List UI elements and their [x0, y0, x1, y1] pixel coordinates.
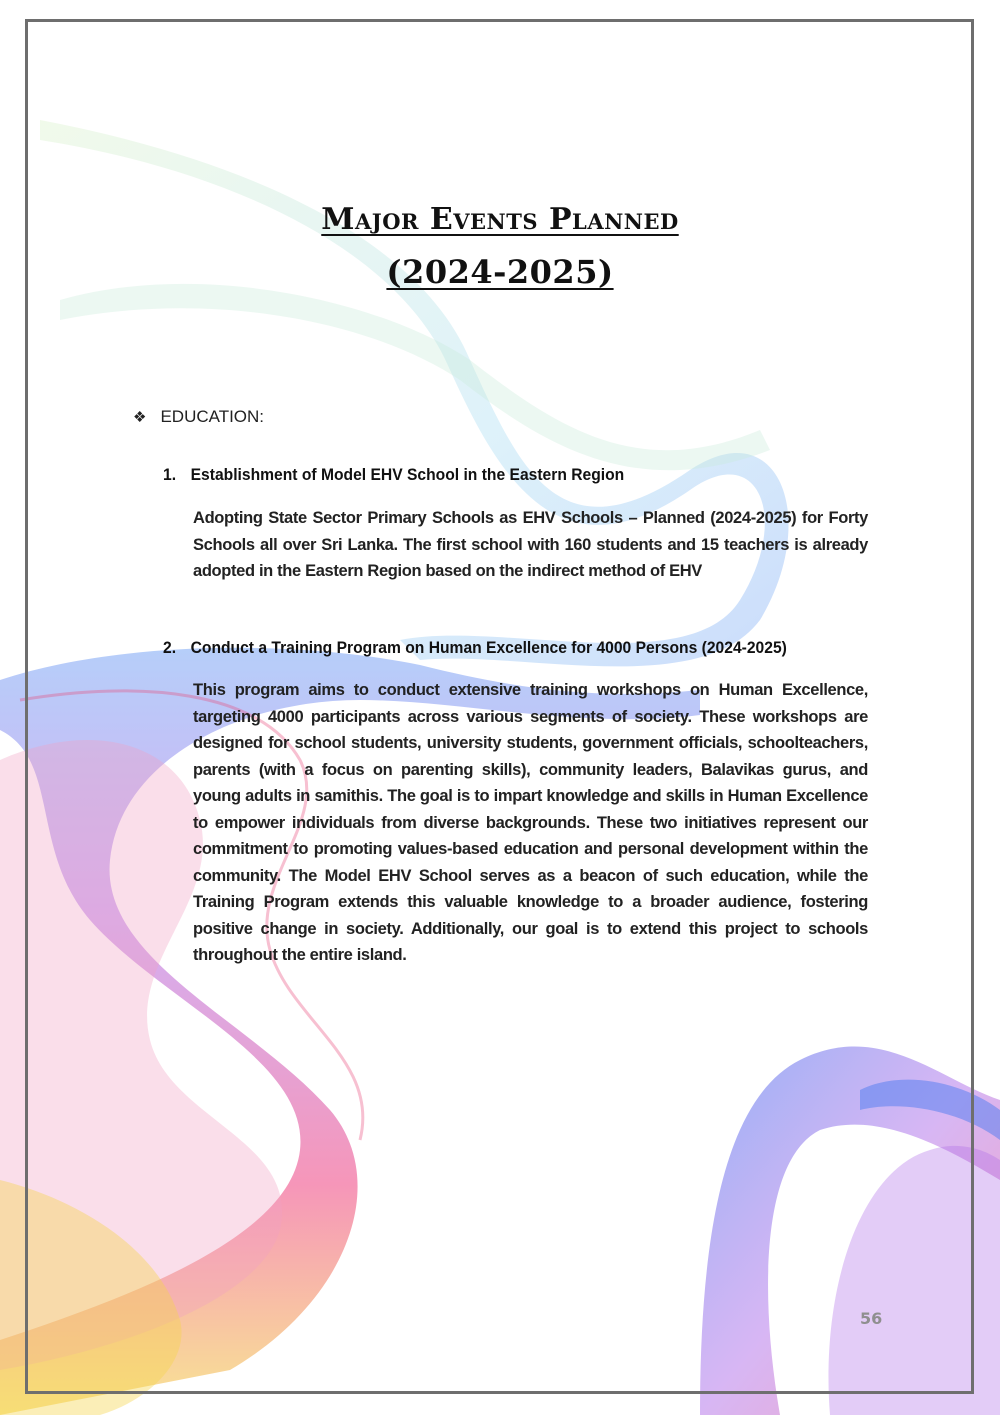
- item-2-heading: [163, 638, 825, 658]
- section-label: EDUCATION:: [160, 407, 265, 426]
- item-1-body: Adopting State Sector Primary Schools as EHV Schools – Planned (2024-2025) for Forty Schools all over Sri Lanka. The first school with 160 students and 15 teachers is already adopted in the Eastern Region based on the indirect method of EHV: [193, 509, 868, 580]
- page-number: 56: [860, 1309, 883, 1328]
- section-education: [133, 407, 264, 427]
- item-number: 2.: [163, 638, 177, 657]
- item-1-heading: [163, 465, 825, 485]
- item-2-body: This program aims to conduct extensive training workshops on Human Excellence, targeting 4000 participants across various segments of society. These workshops are designed for school students, university students, government officials, schoolteachers, parents (with a focus on parenting skills), community leaders, Balavikas gurus, and young adults in samithis. The goal is to impart knowledge and skills in Human Excellence to empower individuals from diverse backgrounds. These two initiatives represent our commitment to promoting values-based education and personal development within the community. The Model EHV School serves as a beacon of such education, while the Training Program extends this valuable knowledge to a broader audience, fostering positive change in society. Additionally, our goal is to extend this project to schools throughout the entire island.: [193, 681, 868, 964]
- item-heading-text: Establishment of Model EHV School in the Eastern Region: [190, 465, 625, 484]
- item-number: 1.: [163, 465, 177, 484]
- diamond-bullet-icon: ❖: [133, 409, 147, 426]
- page-title: Major Events Planned: [321, 202, 679, 237]
- item-heading-text: Conduct a Training Program on Human Excellence for 4000 Persons (2024-2025): [190, 638, 787, 657]
- page-subtitle-year: (2024-2025): [386, 253, 614, 291]
